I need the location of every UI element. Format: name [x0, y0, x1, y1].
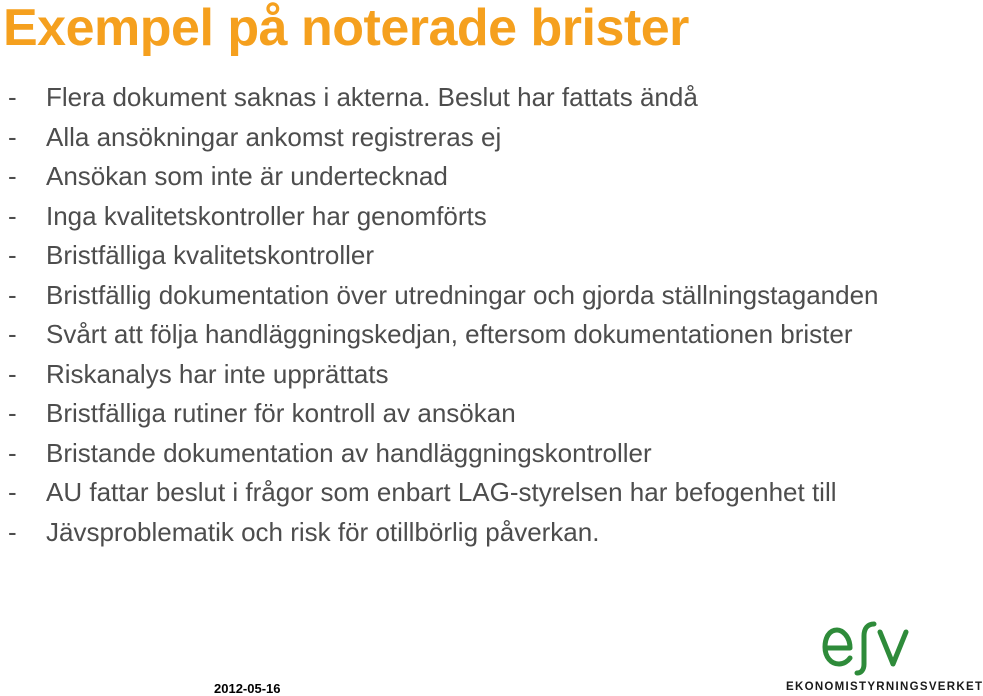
bullet-marker: - [8, 200, 17, 231]
slide-title: Exempel på noterade brister [3, 0, 689, 57]
list-item [8, 355, 879, 395]
bullet-text: Flera dokument saknas i akterna. Beslut har fattats ändå [46, 82, 698, 112]
list-item [8, 157, 879, 197]
bullet-text: Riskanalys har inte upprättats [46, 358, 389, 389]
list-item [8, 513, 879, 553]
footer-date: 2012-05-16 [214, 681, 281, 696]
bullet-marker: - [8, 398, 17, 428]
logo-org-name: EKONOMISTYRNINGSVERKET [786, 681, 983, 693]
list-item [8, 197, 879, 237]
bullet-marker: - [8, 121, 17, 152]
bullet-marker: - [8, 516, 17, 547]
bullet-text: Bristfällig dokumentation över utredningar och gjorda ställningstaganden [46, 279, 879, 310]
list-item [8, 394, 879, 434]
bullet-marker: - [8, 279, 17, 310]
bullet-list [8, 78, 879, 552]
bullet-marker: - [8, 161, 17, 191]
bullet-marker: - [8, 477, 17, 507]
bullet-marker: - [8, 319, 17, 349]
list-item [8, 78, 879, 118]
bullet-text: Inga kvalitetskontroller har genomförts [46, 200, 487, 231]
bullet-marker: - [8, 358, 17, 389]
list-item [8, 118, 879, 158]
bullet-marker: - [8, 240, 17, 270]
list-item [8, 236, 879, 276]
list-item [8, 473, 879, 513]
bullet-text: Alla ansökningar ankomst registreras ej [46, 121, 502, 152]
bullet-text: Bristfälliga kvalitetskontroller [46, 240, 375, 270]
bullet-text: Jävsproblematik och risk för otillbörlig påverkan. [46, 516, 600, 547]
list-item [8, 315, 879, 355]
bullet-text: AU fattar beslut i frågor som enbart LAG-styrelsen har befogenhet till [46, 477, 837, 507]
list-item [8, 434, 879, 474]
bullet-marker: - [8, 82, 17, 112]
bullet-text: Ansökan som inte är undertecknad [46, 161, 448, 191]
list-item [8, 276, 879, 316]
bullet-text: Svårt att följa handläggningskedjan, eftersom dokumentationen brister [46, 319, 853, 349]
esv-logo [786, 618, 983, 695]
bullet-text: Bristfälliga rutiner för kontroll av ansökan [46, 398, 516, 428]
esv-logo-icon [822, 618, 922, 676]
bullet-text: Bristande dokumentation av handläggningskontroller [46, 437, 652, 468]
bullet-marker: - [8, 437, 17, 468]
